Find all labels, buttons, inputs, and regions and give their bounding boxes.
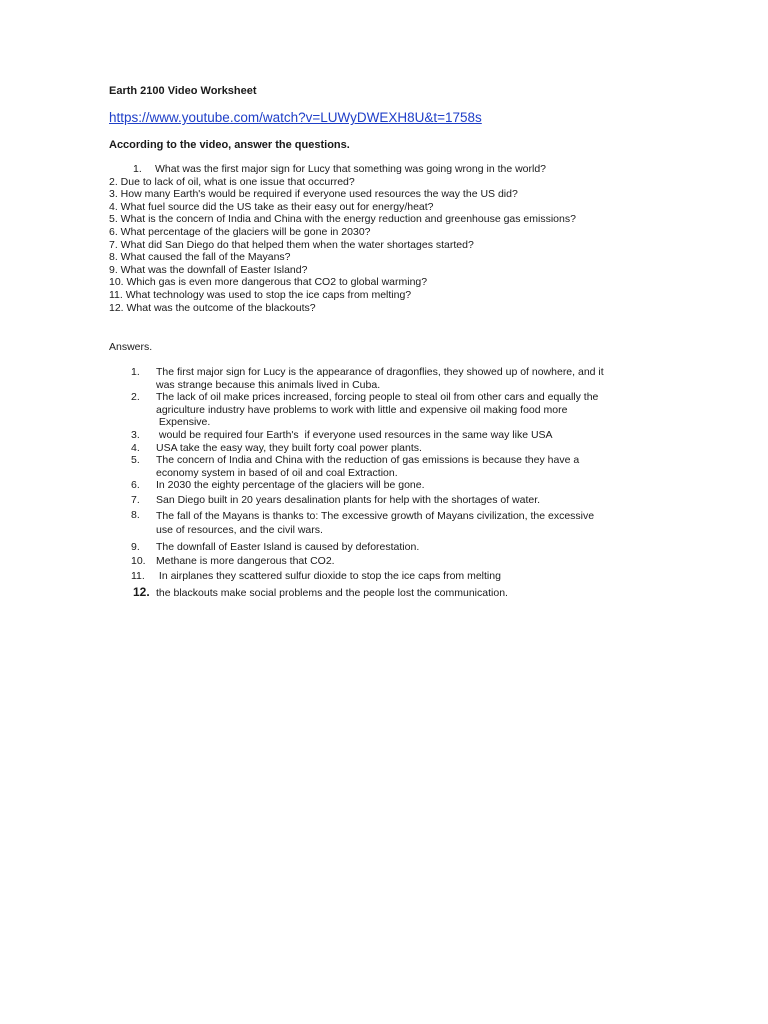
question-item: 1. What was the first major sign for Lucy that something was going wrong in the world?	[133, 163, 547, 175]
question-item: 8. What caused the fall of the Mayans?	[109, 251, 291, 264]
worksheet-title: Earth 2100 Video Worksheet	[109, 85, 257, 97]
answers-heading: Answers.	[109, 341, 153, 353]
answer-item: 9. The downfall of Easter Island is caused by deforestation.	[131, 540, 420, 553]
answer-item: 3. would be required four Earth's if everyone used resources in the same way like USA	[131, 428, 553, 441]
answer-item: 7. San Diego built in 20 years desalination plants for help with the shortages of water.	[131, 493, 541, 506]
question-item: 2. Due to lack of oil, what is one issue that occurred?	[109, 175, 355, 188]
question-item: 5. What is the concern of India and China with the energy reduction and greenhouse gas emissions?	[109, 213, 576, 226]
answer-item: 1. The first major sign for Lucy is the appearance of dragonflies, they showed up of nowhere, and it was strange because this animals lived in Cuba.	[131, 366, 604, 391]
answer-item: 10. Methane is more dangerous that CO2.	[131, 555, 335, 568]
questions-list	[109, 163, 669, 314]
question-item: 4. What fuel source did the US take as their easy out for energy/heat?	[109, 200, 434, 213]
answer-item: 4. USA take the easy way, they built forty coal power plants.	[131, 441, 422, 454]
question-item: 3. How many Earth's would be required if everyone used resources the way the US did?	[109, 188, 518, 201]
question-item: 7. What did San Diego do that helped them when the water shortages started?	[109, 238, 474, 251]
answer-item: 5. The concern of India and China with the reduction of gas emissions is because they have a economy system in based of oil and coal Extraction.	[131, 454, 580, 479]
answer-item: 8. The fall of the Mayans is thanks to: The excessive growth of Mayans civilization, the excessive use of resources, and the civil wars.	[131, 508, 595, 536]
answer-item: 2. The lack of oil make prices increased, forcing people to steal oil from other cars and equally the agriculture industry have problems to work with little and expensive oil making food more Expensive.	[131, 391, 599, 429]
answer-item: 12. the blackouts make social problems and the people lost the communication.	[133, 585, 508, 600]
question-item: 6. What percentage of the glaciers will be gone in 2030?	[109, 225, 371, 238]
youtube-link[interactable]: https://www.youtube.com/watch?v=LUWyDWEXH8U&t=1758s	[109, 110, 482, 125]
answers-list	[109, 366, 669, 600]
answer-item: 6. In 2030 the eighty percentage of the glaciers will be gone.	[131, 479, 425, 492]
question-item: 10. Which gas is even more dangerous that CO2 to global warming?	[109, 276, 428, 289]
answer-item: 11. In airplanes they scattered sulfur dioxide to stop the ice caps from melting	[131, 569, 501, 582]
instructions: According to the video, answer the questions.	[109, 139, 350, 151]
question-item: 12. What was the outcome of the blackouts?	[109, 301, 316, 314]
question-item: 9. What was the downfall of Easter Island?	[109, 263, 308, 276]
question-item: 11. What technology was used to stop the ice caps from melting?	[109, 288, 412, 301]
